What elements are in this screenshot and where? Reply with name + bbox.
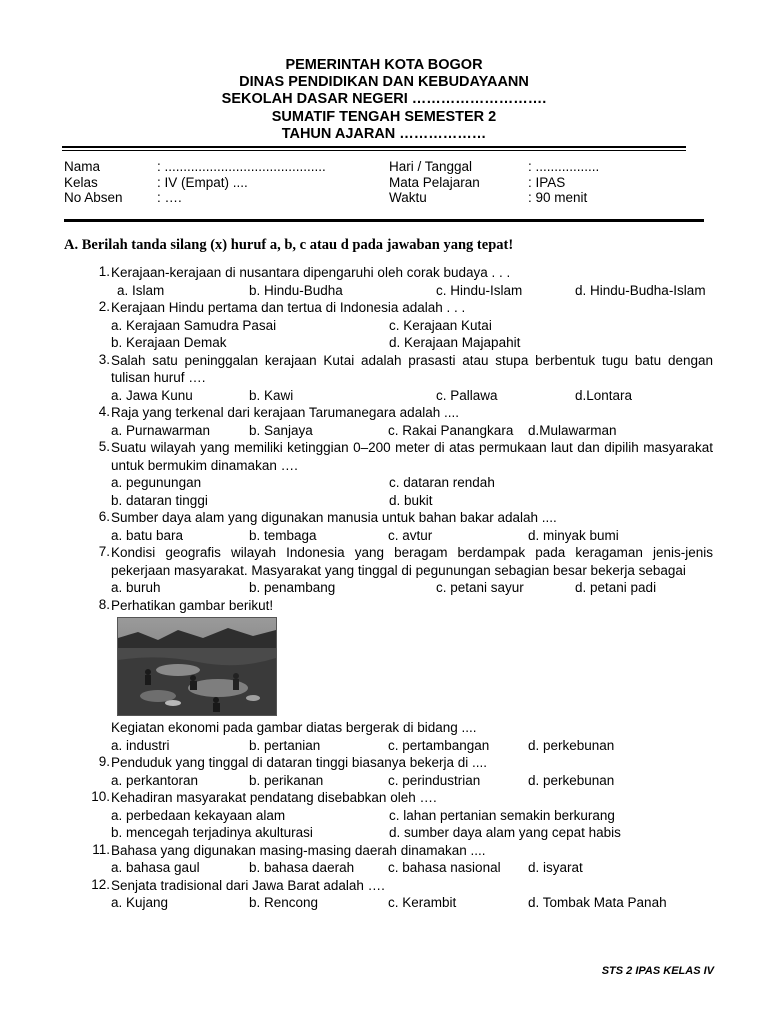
question-text-followup: Kegiatan ekonomi pada gambar diatas bergerak di bidang .... — [111, 720, 477, 735]
question-3 — [0, 352, 768, 405]
question-text: Kerajaan-kerajaan di nusantara dipengaruhi oleh corak budaya . . . — [111, 265, 511, 280]
answer-option[interactable]: c. Pallawa — [436, 387, 498, 403]
answer-option[interactable]: a. industri — [111, 737, 170, 753]
options-row — [0, 317, 768, 335]
answer-option[interactable]: b. penambang — [249, 580, 336, 595]
answer-option[interactable]: b. Sanjaya — [249, 422, 313, 438]
options-row — [0, 492, 768, 510]
answer-option[interactable]: a. pegunungan — [111, 475, 202, 490]
question-number: 11. — [92, 841, 110, 857]
answer-option[interactable]: b. bahasa daerah — [249, 860, 355, 875]
question-number: 12. — [91, 876, 110, 892]
answer-option[interactable]: b. dataran tinggi — [111, 492, 208, 508]
answer-option[interactable]: a. batu bara — [111, 527, 184, 543]
question-text: Salah satu peninggalan kerajaan Kutai adalah prasasti atau stupa berbentuk tugu batu dengan tulisan huruf …. — [111, 352, 713, 385]
question-text: Suatu wilayah yang memiliki ketinggian 0–200 meter di atas permukaan laut dan dipilih masyarakat untuk bermukim dinamakan …. — [111, 440, 713, 473]
question-number: 10. — [91, 789, 110, 804]
answer-option[interactable]: b. pertanian — [249, 737, 321, 753]
answer-option[interactable]: d. minyak bumi — [528, 527, 619, 543]
kelas-field[interactable]: : IV (Empat) .... — [157, 174, 248, 190]
absen-field[interactable]: : …. — [157, 190, 182, 205]
kelas-label: Kelas — [64, 174, 98, 190]
options-row — [0, 737, 768, 755]
options-row — [0, 422, 768, 440]
options-row — [0, 807, 768, 825]
answer-option[interactable]: d. petani padi — [575, 580, 657, 595]
answer-option[interactable]: c. Kerajaan Kutai — [389, 317, 492, 333]
answer-option[interactable]: a. Islam — [117, 282, 165, 298]
info-divider — [64, 219, 704, 222]
question-11 — [0, 842, 768, 877]
question-number: 9. — [98, 754, 110, 769]
question-1 — [0, 264, 768, 299]
header-department: DINAS PENDIDIKAN DAN KEBUDAYAANN — [239, 74, 529, 91]
answer-option[interactable]: b. Kerajaan Demak — [111, 335, 227, 350]
answer-option[interactable]: b. Rencong — [249, 895, 319, 910]
hari-label: Hari / Tanggal — [389, 159, 473, 174]
answer-option[interactable]: d. sumber daya alam yang cepat habis — [389, 825, 621, 840]
answer-option[interactable]: b. mencegah terjadinya akulturasi — [111, 825, 313, 840]
answer-option[interactable]: d.Lontara — [575, 387, 633, 403]
answer-option[interactable]: a. perkantoran — [111, 772, 199, 788]
header-school: SEKOLAH DASAR NEGERI ………………………. — [221, 91, 547, 108]
question-text: Kondisi geografis wilayah Indonesia yang beragam berdampak pada keragaman jenis-jenis pekerjaan masyarakat. Masyarakat yang tinggal di pegunungan sebagian besar bekerja sebagai — [111, 545, 713, 578]
question-text: Kerajaan Hindu pertama dan tertua di Indonesia adalah . . . — [111, 300, 466, 315]
answer-option[interactable]: a. Kerajaan Samudra Pasai — [111, 317, 277, 333]
answer-option[interactable]: c. avtur — [388, 527, 433, 543]
question-number: 8. — [98, 596, 110, 612]
answer-option[interactable]: c. bahasa nasional — [388, 860, 501, 875]
question-10 — [0, 789, 768, 842]
question-6 — [0, 509, 768, 544]
question-text: Penduduk yang tinggal di dataran tinggi biasanya bekerja di .... — [111, 755, 488, 770]
answer-option[interactable]: a. Purnawarman — [111, 422, 211, 438]
question-number: 2. — [98, 299, 110, 314]
answer-option[interactable]: a. Jawa Kunu — [111, 387, 193, 403]
answer-option[interactable]: a. Kujang — [111, 895, 169, 910]
question-text: Bahasa yang digunakan masing-masing daerah dinamakan .... — [111, 842, 486, 858]
nama-label: Nama — [64, 159, 101, 174]
options-row — [0, 859, 768, 877]
answer-option[interactable]: c. petani sayur — [436, 580, 524, 595]
question-number: 3. — [98, 351, 110, 367]
answer-option[interactable]: d. perkebunan — [528, 737, 615, 753]
answer-option[interactable]: a. bahasa gaul — [111, 860, 200, 875]
question-text: Perhatikan gambar berikut! — [111, 597, 274, 613]
absen-label: No Absen — [64, 190, 123, 205]
answer-option[interactable]: d. isyarat — [528, 860, 583, 875]
answer-option[interactable]: b. Kawi — [249, 387, 294, 403]
options-row — [0, 334, 768, 352]
answer-option[interactable]: d. bukit — [389, 492, 433, 508]
question-number: 7. — [98, 544, 110, 559]
options-row — [0, 387, 768, 405]
options-row — [0, 772, 768, 790]
options-row — [0, 527, 768, 545]
waktu-label: Waktu — [389, 190, 427, 205]
answer-option[interactable]: c. perindustrian — [388, 772, 481, 788]
question-text: Raja yang terkenal dari kerajaan Tarumanegara adalah .... — [111, 405, 459, 420]
answer-option[interactable]: a. buruh — [111, 580, 161, 595]
question-7 — [0, 544, 768, 597]
question-number: 4. — [98, 404, 110, 419]
section-a-instruction: A. Berilah tanda silang (x) huruf a, b, c atau d pada jawaban yang tepat! — [64, 237, 514, 253]
options-row — [0, 282, 768, 300]
question-5 — [0, 439, 768, 509]
answer-option[interactable]: d. Kerajaan Majapahit — [389, 335, 521, 350]
waktu-field: : 90 menit — [528, 190, 588, 205]
hari-field[interactable]: : ................. — [528, 159, 600, 174]
question-2 — [0, 299, 768, 352]
question-number: 6. — [98, 509, 110, 524]
answer-option[interactable]: c. pertambangan — [388, 737, 490, 753]
mining-photo — [117, 617, 277, 716]
options-row — [0, 824, 768, 842]
answer-option[interactable]: c. dataran rendah — [389, 475, 495, 490]
answer-option[interactable]: b. Hindu-Budha — [249, 282, 343, 298]
question-12 — [0, 877, 768, 912]
options-row — [0, 579, 768, 597]
mapel-field: : IPAS — [528, 174, 566, 190]
question-list — [0, 264, 768, 912]
document-header — [0, 57, 768, 143]
answer-option[interactable]: d. perkebunan — [528, 772, 615, 788]
answer-option[interactable]: c. Hindu-Islam — [436, 282, 523, 298]
question-number: 1. — [98, 264, 110, 279]
answer-option[interactable]: a. perbedaan kekayaan alam — [111, 807, 286, 823]
answer-option[interactable]: c. lahan pertanian semakin berkurang — [389, 807, 615, 823]
answer-option[interactable]: b. tembaga — [249, 527, 317, 543]
header-exam-title: SUMATIF TENGAH SEMESTER 2 — [271, 108, 497, 125]
question-text: Kehadiran masyarakat pendatang disebabkan oleh …. — [111, 790, 437, 805]
answer-option[interactable]: b. perikanan — [249, 772, 324, 788]
mapel-label: Mata Pelajaran — [389, 174, 480, 190]
question-number: 5. — [98, 439, 110, 454]
nama-field[interactable]: : ........................................... — [157, 159, 326, 174]
answer-option[interactable]: d.Mulawarman — [528, 422, 617, 438]
header-government: PEMERINTAH KOTA BOGOR — [285, 57, 483, 73]
answer-option[interactable]: d. Hindu-Budha-Islam — [575, 282, 706, 298]
answer-option[interactable]: c. Kerambit — [388, 895, 457, 910]
question-text: Sumber daya alam yang digunakan manusia untuk bahan bakar adalah .... — [111, 510, 557, 525]
question-4 — [0, 404, 768, 439]
student-info — [64, 159, 704, 206]
header-academic-year: TAHUN AJARAN ……………… — [281, 125, 487, 142]
question-text: Senjata tradisional dari Jawa Barat adalah …. — [111, 877, 385, 893]
options-row — [0, 474, 768, 492]
answer-option[interactable]: d. Tombak Mata Panah — [528, 895, 667, 910]
answer-option[interactable]: c. Rakai Panangkara — [388, 422, 514, 438]
header-divider — [62, 146, 686, 151]
question-8 — [0, 597, 768, 755]
options-row — [0, 894, 768, 912]
page-footer: STS 2 IPAS KELAS IV — [601, 965, 714, 977]
question-9 — [0, 754, 768, 789]
